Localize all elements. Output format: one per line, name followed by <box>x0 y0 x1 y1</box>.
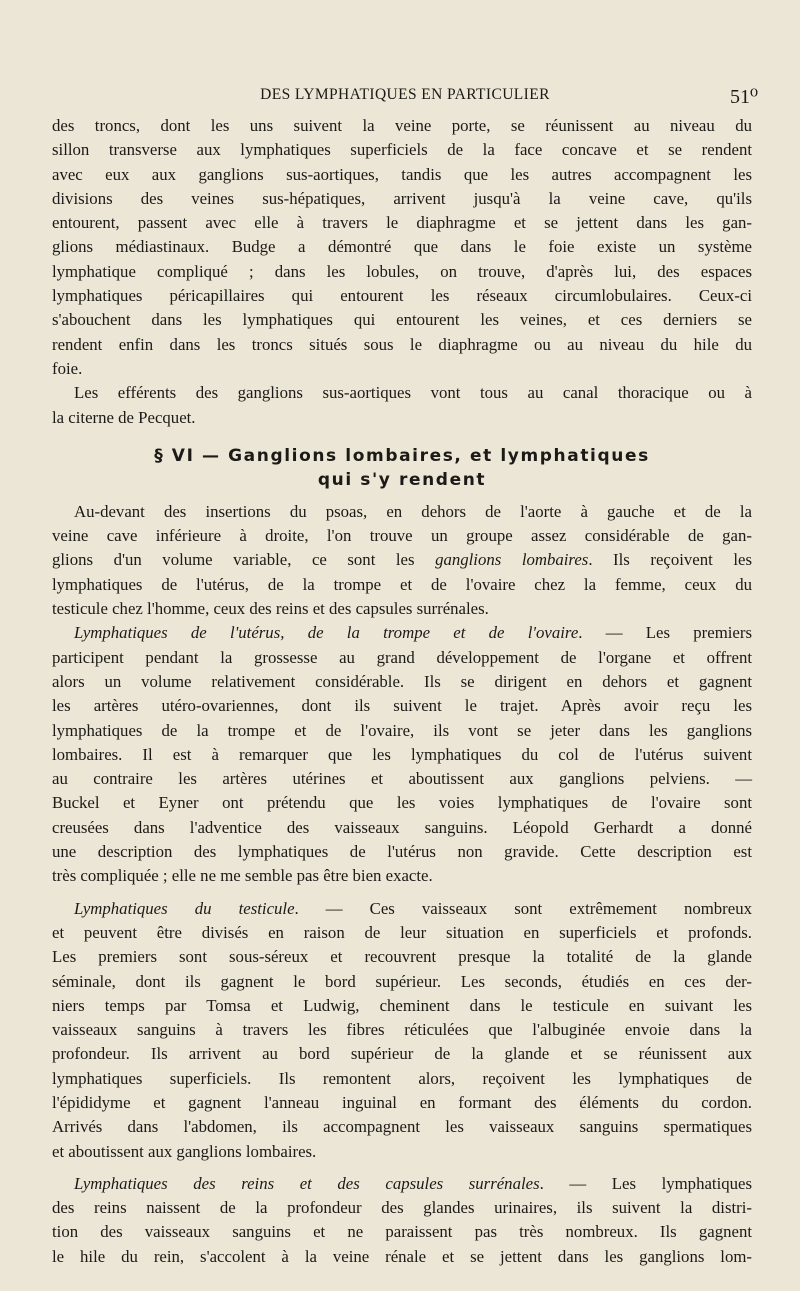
page-number: 51⁰ <box>729 86 758 108</box>
running-title: DES LYMPHATIQUES EN PARTICULIER <box>260 86 550 103</box>
text-line: tion des vaisseaux sanguins et ne paraissent pas très nombreux. Ils gagnent <box>52 1222 752 1242</box>
text-line: la citerne de Pecquet. <box>52 407 196 427</box>
text-line: l'épididyme et gagnent l'anneau inguinal en formant des éléments du cordon. <box>52 1092 752 1112</box>
text-line <box>52 1172 752 1196</box>
text-line: testicule chez l'homme, ceux des reins et des capsules surrénales. <box>52 599 489 619</box>
text-run: glions d'un volume variable, ce sont les <box>52 550 436 570</box>
paragraph-efferents <box>52 381 752 430</box>
text-line: vaisseaux sanguins à travers les fibres réticulées que l'albuginée envoie dans la <box>52 1020 752 1040</box>
text-line: une description des lymphatiques de l'utérus non gravide. Cette description est <box>52 842 752 862</box>
text-line: participent pendant la grossesse au grand développement de l'organe et offrent <box>52 647 752 667</box>
text-line: Les premiers sont sous-séreux et recouvrent presque la totalité de la glande <box>52 947 752 967</box>
text-line: séminale, dont ils gagnent le bord supérieur. Les seconds, étudiés en ces der- <box>52 971 752 991</box>
text-line: lymphatiques de l'utérus, de la trompe et de l'ovaire chez la femme, ceux du <box>52 574 752 594</box>
text-line: Buckel et Eyner ont prétendu que les voies lymphatiques de l'ovaire sont <box>52 793 752 813</box>
text-run: . — Les premiers <box>578 623 752 643</box>
text-line: Au-devant des insertions du psoas, en dehors de l'aorte à gauche et de la <box>74 501 752 521</box>
text-line: le hile du rein, s'accolent à la veine rénale et se jettent dans les ganglions lom- <box>52 1246 752 1266</box>
text-line <box>52 548 752 572</box>
italic-term: ganglions lombaires <box>435 550 589 570</box>
text-line: profondeur. Ils arrivent au bord supérieur de la glande et se réunissent aux <box>52 1044 752 1064</box>
text-line: entourent, passent avec elle à travers le diaphragme et se jettent dans les gan- <box>52 213 752 233</box>
text-line: lymphatiques de la trompe et de l'ovaire, ils vont se jeter dans les ganglions <box>52 720 752 740</box>
text-line: rendent enfin dans les troncs situés sous le diaphragme ou au niveau du hile du <box>52 334 752 354</box>
section-heading <box>52 444 752 492</box>
paragraph-testicle-lymphatics <box>52 897 752 1164</box>
text-line: et peuvent être divisés en raison de leur situation en superficiels et profonds. <box>52 922 752 942</box>
paragraph-kidney-lymphatics <box>52 1172 752 1269</box>
text-line: glions médiastinaux. Budge a démontré que dans le foie existe un système <box>52 237 752 257</box>
text-line: veine cave inférieure à droite, l'on trouve un groupe assez considérable de gan- <box>52 526 752 546</box>
text-line: niers temps par Tomsa et Ludwig, cheminent dans le testicule en suivant les <box>52 995 752 1015</box>
text-line: des troncs, dont les uns suivent la veine porte, se réunissent au niveau du <box>52 116 752 135</box>
text-run: . — Les lymphatiques <box>539 1173 752 1193</box>
text-line: au contraire les artères utérines et aboutissent aux ganglions pelviens. — <box>52 769 752 789</box>
page-body <box>52 114 752 1269</box>
text-line: divisions des veines sus-hépatiques, arrivent jusqu'à la veine cave, qu'ils <box>52 188 752 208</box>
paragraph-liver-lymphatics <box>52 114 752 381</box>
section-heading-line: qui s'y rendent <box>317 469 487 490</box>
text-run: . — Ces vaisseaux sont extrêmement nombreux <box>294 898 752 918</box>
italic-heading: Lymphatiques des reins et des capsules surrénales <box>74 1173 540 1193</box>
text-line: des reins naissent de la profondeur des glandes urinaires, ils suivent la distri- <box>52 1198 752 1218</box>
text-line: et aboutissent aux ganglions lombaires. <box>52 1141 317 1161</box>
text-line <box>52 897 752 921</box>
text-line: avec eux aux ganglions sus-aortiques, tandis que les autres accompagnent les <box>52 164 752 184</box>
text-line: lymphatiques péricapillaires qui entourent les réseaux circumlobulaires. Ceux-ci <box>52 286 752 306</box>
italic-heading: Lymphatiques de l'utérus, de la trompe et de l'ovaire <box>74 623 579 643</box>
paragraph-uterus-lymphatics <box>52 621 752 888</box>
text-line: très compliquée ; elle ne me semble pas être bien exacte. <box>52 866 433 886</box>
section-heading-line: § VI — Ganglions lombaires, et lymphatiques <box>154 445 650 466</box>
text-line: foie. <box>52 358 83 378</box>
text-line <box>52 621 752 645</box>
text-line: les artères utéro-ovariennes, dont ils suivent le trajet. Après avoir reçu les <box>52 696 752 716</box>
text-line: lymphatiques superficiels. Ils remontent alors, reçoivent les lymphatiques de <box>52 1068 752 1088</box>
text-line: lombaires. Il est à remarquer que les lymphatiques du col de l'utérus suivent <box>52 744 752 764</box>
text-line: sillon transverse aux lymphatiques superficiels de la face concave et se rendent <box>52 140 752 160</box>
text-line: alors un volume relativement considérable. Ils se dirigent en dehors et gagnent <box>52 671 752 691</box>
text-line: Arrivés dans l'abdomen, ils accompagnent les vaisseaux sanguins spermatiques <box>52 1117 752 1137</box>
page-header <box>52 86 758 110</box>
text-run: . Ils reçoivent les <box>588 550 752 570</box>
text-line: s'abouchent dans les lymphatiques qui entourent les veines, et ces derniers se <box>52 310 752 330</box>
italic-heading: Lymphatiques du testicule <box>74 898 295 918</box>
text-line: lymphatique compliqué ; dans les lobules, on trouve, d'après lui, des espaces <box>52 261 752 281</box>
paragraph-lumbar-ganglia <box>52 500 752 621</box>
text-line: creusées dans l'adventice des vaisseaux sanguins. Léopold Gerhardt a donné <box>52 817 752 837</box>
text-line: Les efférents des ganglions sus-aortiques vont tous au canal thoracique ou à <box>74 383 752 403</box>
